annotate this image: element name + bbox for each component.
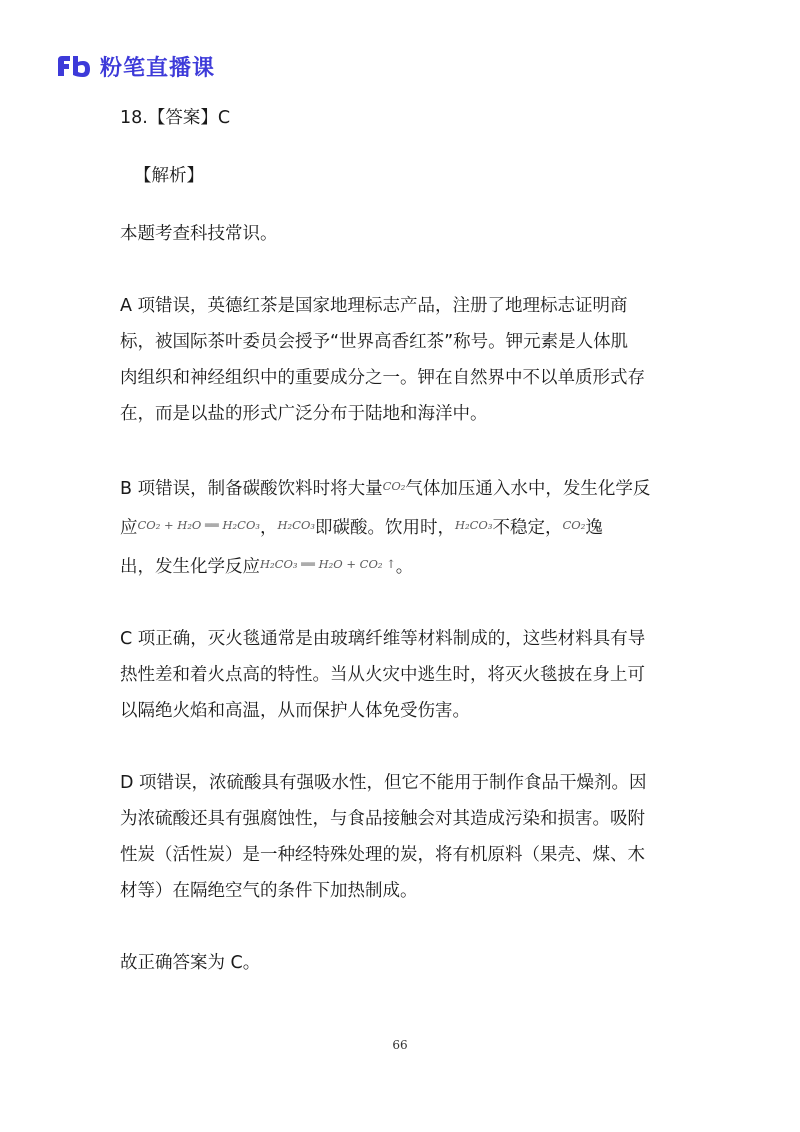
option-c-line: 以隔绝火焰和高温，从而保护人体免受伤害。 bbox=[120, 701, 470, 721]
text-segment: ， bbox=[260, 518, 278, 538]
answer-line: 18.【答案】C bbox=[120, 108, 231, 128]
formula: CO₂ + H₂O ══ H₂CO₃ bbox=[137, 518, 260, 532]
brand-name: 粉笔直播课 bbox=[100, 55, 216, 81]
formula: H₂CO₃ ══ H₂O + CO₂ ↑ bbox=[260, 557, 396, 571]
option-a-line: 标，被国际茶叶委员会授予“世界高香红茶”称号。钾元素是人体肌 bbox=[120, 332, 629, 352]
conclusion-text: 故正确答案为 C。 bbox=[120, 953, 261, 973]
option-b-line bbox=[120, 468, 680, 507]
option-a-line: 在，而是以盐的形式广泛分布于陆地和海洋中。 bbox=[120, 404, 488, 424]
formula: H₂CO₃ bbox=[454, 518, 493, 532]
formula: CO₂ bbox=[382, 479, 406, 493]
analysis-label: 【解析】 bbox=[134, 166, 204, 186]
option-d-line: 为浓硫酸还具有强腐蚀性，与食品接触会对其造成污染和损害。吸附 bbox=[120, 809, 645, 829]
text-segment: 不稳定， bbox=[492, 518, 563, 538]
option-d-line: D 项错误，浓硫酸具有强吸水性，但它不能用于制作食品干燥剂。因 bbox=[120, 773, 647, 793]
option-c-paragraph bbox=[120, 621, 680, 729]
option-a-paragraph bbox=[120, 288, 680, 432]
option-d-paragraph bbox=[120, 765, 680, 909]
fb-logo-icon bbox=[56, 54, 92, 78]
formula: H₂CO₃ bbox=[277, 518, 315, 532]
page-number: 66 bbox=[392, 1038, 408, 1052]
option-c-line: C 项正确，灭火毯通常是由玻璃纤维等材料制成的，这些材料具有导 bbox=[120, 629, 646, 649]
text-segment: 应 bbox=[120, 518, 138, 538]
formula: CO₂ bbox=[562, 518, 586, 532]
text-segment: 。 bbox=[395, 557, 414, 577]
option-d-line: 材等）在隔绝空气的条件下加热制成。 bbox=[120, 881, 418, 901]
text-segment: 逸 bbox=[585, 518, 603, 538]
option-b-line bbox=[120, 546, 680, 585]
option-b-paragraph bbox=[120, 468, 680, 585]
option-c-line: 热性差和着火点高的特性。当从火灾中逃生时，将灭火毯披在身上可 bbox=[120, 665, 645, 685]
brand-logo bbox=[56, 50, 215, 82]
option-a-line: A 项错误，英德红茶是国家地理标志产品，注册了地理标志证明商 bbox=[120, 296, 628, 316]
option-d-line: 性炭（活性炭）是一种经特殊处理的炭，将有机原料（果壳、煤、木 bbox=[120, 845, 645, 865]
text-segment: B 项错误，制备碳酸饮料时将大量 bbox=[120, 479, 383, 499]
text-segment: 出，发生化学反应 bbox=[120, 557, 260, 577]
text-segment: 气体加压通入水中，发生化学反 bbox=[405, 479, 651, 499]
option-a-line: 肉组织和神经组织中的重要成分之一。钾在自然界中不以单质形式存 bbox=[120, 368, 645, 388]
answer-content bbox=[120, 100, 680, 981]
intro-text: 本题考查科技常识。 bbox=[120, 224, 278, 244]
text-segment: 即碳酸。饮用时， bbox=[314, 518, 455, 538]
option-b-line bbox=[120, 507, 680, 546]
